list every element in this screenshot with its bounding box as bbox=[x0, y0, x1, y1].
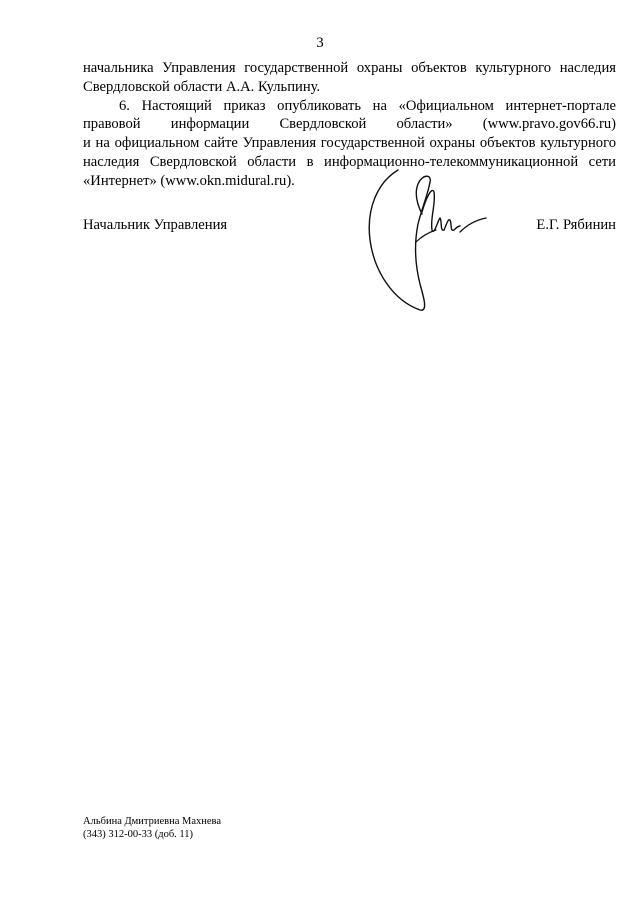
executor-footer bbox=[83, 815, 221, 841]
text-line-7: «Интернет» (www.okn.midural.ru). bbox=[83, 172, 295, 189]
text-line-2: Свердловской области А.А. Кульпину. bbox=[83, 78, 321, 95]
text-line-4: правовой информации Свердловской области» (www.pravo.gov66.ru) bbox=[83, 116, 616, 133]
signer-position: Начальник Управления bbox=[83, 217, 228, 233]
page-number: 3 bbox=[316, 35, 324, 51]
signer-name: Е.Г. Рябинин bbox=[536, 217, 616, 233]
text-line-6: наследия Свердловской области в информационно-телекоммуникационной сети bbox=[83, 153, 616, 170]
executor-name: Альбина Дмитриевна Махнева bbox=[83, 816, 222, 827]
text-line-3: 6. Настоящий приказ опубликовать на «Официальном интернет-портале bbox=[119, 97, 616, 114]
order-text bbox=[83, 59, 616, 191]
text-line-5: и на официальном сайте Управления государственной охраны объектов культурного bbox=[83, 135, 616, 152]
executor-phone: (343) 312-00-33 (доб. 11) bbox=[83, 829, 194, 840]
text-line-1: начальника Управления государственной охраны объектов культурного наследия bbox=[83, 60, 616, 76]
handwritten-signature bbox=[360, 160, 490, 312]
